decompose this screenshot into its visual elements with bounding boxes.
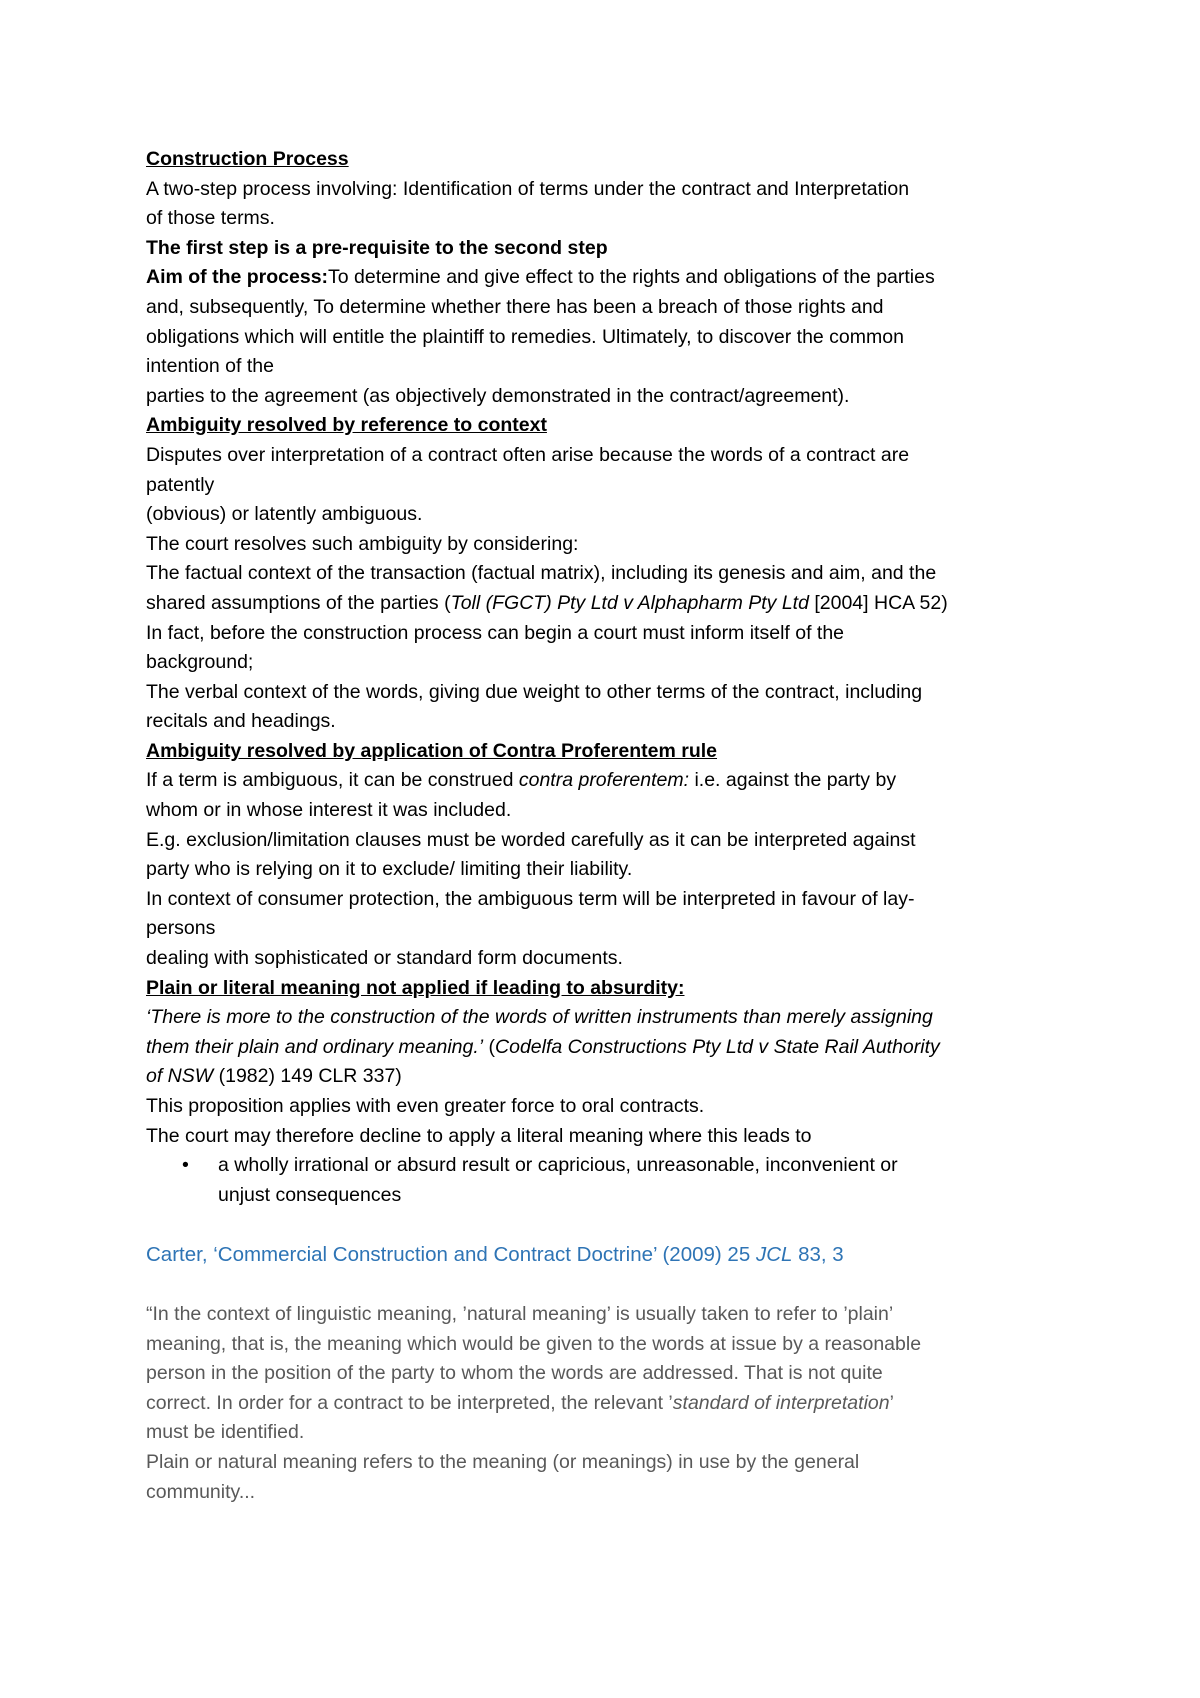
latin-term: contra proferentem:	[518, 769, 690, 792]
citation-line	[146, 1062, 1076, 1092]
italic-term: standard of interpretation	[672, 1391, 890, 1414]
bullet-item	[146, 1151, 1076, 1181]
case-name: of NSW	[146, 1065, 214, 1088]
quote-line: must be identified.	[146, 1421, 305, 1444]
paragraph-line: recitals and headings.	[146, 710, 336, 733]
bullet-text: a wholly irrational or absurd result or capricious, unreasonable, inconvenient or	[218, 1154, 898, 1177]
text-segment: i.e. against the party by	[689, 769, 897, 792]
quote-line: ‘There is more to the construction of the words of written instruments than merely assigning	[146, 1006, 933, 1029]
quote-line: meaning, that is, the meaning which would be given to the words at issue by a reasonable	[146, 1332, 922, 1355]
heading-plain-meaning: Plain or literal meaning not applied if leading to absurdity:	[146, 976, 685, 999]
case-citation-line	[146, 589, 1076, 619]
heading-construction-process: Construction Process	[146, 148, 349, 170]
quote-line: Plain or natural meaning refers to the meaning (or meanings) in use by the general	[146, 1450, 860, 1473]
aim-text: To determine and give effect to the rights and obligations of the parties	[328, 266, 935, 289]
text-segment: correct. In order for a contract to be interpreted, the relevant ’	[146, 1391, 673, 1414]
text-segment: [2004] HCA 52)	[808, 591, 948, 614]
paragraph-line: (obvious) or latently ambiguous.	[146, 503, 423, 526]
paragraph-line: The court resolves such ambiguity by considering:	[146, 532, 579, 555]
text-segment: If a term is ambiguous, it can be construed	[146, 769, 519, 792]
quote-line	[146, 1389, 1076, 1419]
text-segment: (1982) 149 CLR 337)	[213, 1065, 402, 1088]
case-name: Toll (FGCT) Pty Ltd v Alphapharm Pty Ltd	[450, 591, 809, 614]
paragraph-line: and, subsequently, To determine whether there has been a breach of those rights and	[146, 295, 884, 318]
text-segment: Carter, ‘Commercial Construction and Contract Doctrine’ (2009) 25	[146, 1243, 756, 1267]
paragraph-line: obligations which will entitle the plaintiff to remedies. Ultimately, to discover the common	[146, 325, 904, 348]
paragraph-line: whom or in whose interest it was included.	[146, 799, 512, 822]
paragraph-line: of those terms.	[146, 207, 275, 230]
quote-line	[146, 1033, 1076, 1063]
paragraph-line: persons	[146, 917, 216, 940]
text-segment: (	[483, 1035, 496, 1058]
paragraph-line: party who is relying on it to exclude/ limiting their liability.	[146, 858, 633, 881]
paragraph-line: The court may therefore decline to apply a literal meaning where this leads to	[146, 1124, 812, 1147]
heading-ambiguity-context: Ambiguity resolved by reference to context	[146, 414, 547, 437]
bullet-continuation	[146, 1181, 1076, 1211]
paragraph-line: intention of the	[146, 355, 274, 378]
aim-label: Aim of the process:	[146, 266, 329, 289]
text-segment: ’	[889, 1391, 894, 1414]
paragraph-line: Disputes over interpretation of a contract often arise because the words of a contract are	[146, 443, 910, 466]
paragraph-line	[146, 766, 1076, 796]
paragraph-line: E.g. exclusion/limitation clauses must be worded carefully as it can be interpreted against	[146, 828, 916, 851]
paragraph-line: This proposition applies with even greater force to oral contracts.	[146, 1095, 705, 1117]
quote-line: community...	[146, 1480, 256, 1503]
paragraph-line: In fact, before the construction process can begin a court must inform itself of the	[146, 621, 845, 644]
carter-citation	[146, 1240, 1076, 1270]
quote-line: person in the position of the party to whom the words are addressed. That is not quite	[146, 1362, 883, 1385]
heading-contra-proferentem: Ambiguity resolved by application of Contra Proferentem rule	[146, 739, 718, 762]
paragraph-line: parties to the agreement (as objectively demonstrated in the contract/agreement).	[146, 384, 850, 407]
spacer	[146, 1270, 1076, 1300]
case-name: Codelfa Constructions Pty Ltd v State Rail Authority	[495, 1035, 940, 1058]
paragraph-line: dealing with sophisticated or standard form documents.	[146, 947, 623, 970]
text-segment: shared assumptions of the parties (	[146, 591, 451, 614]
paragraph-line: The verbal context of the words, giving due weight to other terms of the contract, including	[146, 680, 923, 703]
paragraph-line: The factual context of the transaction (factual matrix), including its genesis and aim, and the	[146, 562, 937, 585]
paragraph-line: In context of consumer protection, the ambiguous term will be interpreted in favour of lay-	[146, 887, 915, 910]
paragraph-line: patently	[146, 473, 215, 496]
bold-statement: The first step is a pre-requisite to the second step	[146, 236, 608, 259]
spacer	[146, 1210, 1076, 1240]
quote-text: them their plain and ordinary meaning.’	[146, 1035, 484, 1058]
bullet-icon: •	[182, 1154, 189, 1177]
paragraph-line: background;	[146, 651, 254, 674]
journal-abbrev: JCL	[755, 1243, 793, 1267]
paragraph-line: A two-step process involving: Identification of terms under the contract and Interpretation	[146, 177, 910, 200]
text-segment: 83, 3	[792, 1243, 844, 1267]
quote-line: “In the context of linguistic meaning, ’natural meaning’ is usually taken to refer to ’plain’	[146, 1302, 894, 1325]
document-page	[146, 145, 1076, 1507]
carter-quote	[146, 1300, 1076, 1507]
bullet-text: unjust consequences	[218, 1183, 402, 1206]
aim-line	[146, 263, 1076, 293]
